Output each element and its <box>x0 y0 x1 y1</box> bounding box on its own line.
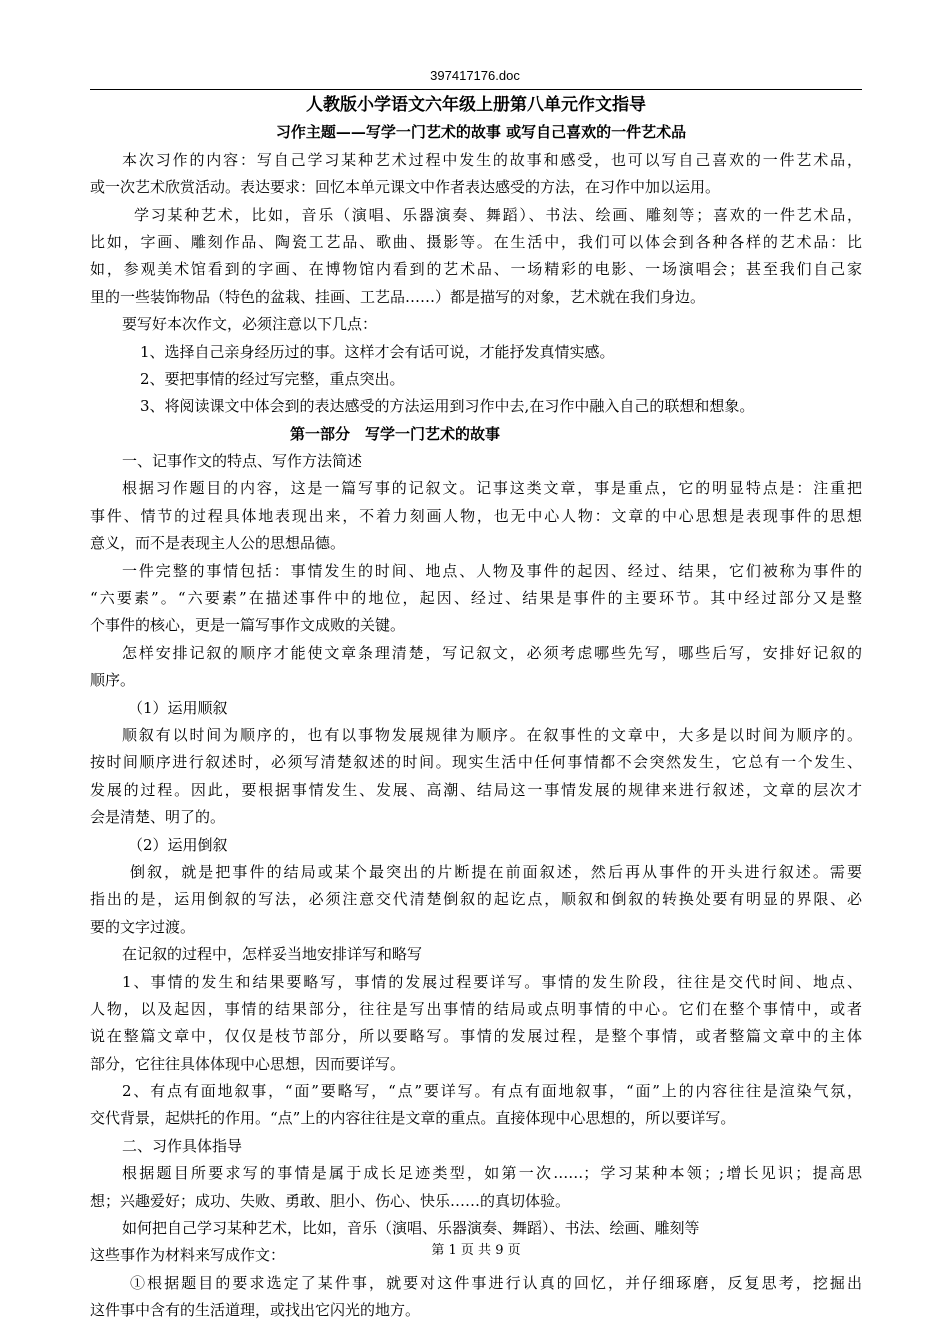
paragraph-line: （1）运用顺叙 <box>128 698 228 717</box>
paragraph-line: 在记叙的过程中，怎样妥当地安排详写和略写 <box>122 945 423 964</box>
paragraph-line: 意义，而不是表现主人公的思想品德。 <box>90 534 346 553</box>
paragraph-line: 2、要把事情的经过写完整，重点突出。 <box>140 369 405 388</box>
paragraph-line: 部分，它往往具体体现中心思想，因而要详写。 <box>90 1054 406 1073</box>
paragraph-line: 一件完整的事情包括：事情发生的时间、地点、人物及事件的起因、经过、结果，它们被称为事件的 <box>122 561 862 580</box>
paragraph-line: 要的文字过渡。 <box>90 917 196 936</box>
paragraph-line: 比如，字画、雕刻作品、陶瓷工艺品、歌曲、摄影等。在生活中，我们可以体会到各种各样的艺术品：比 <box>90 232 862 251</box>
paragraph-line: 这件事中含有的生活道理，或找出它闪光的地方。 <box>90 1301 421 1320</box>
paragraph-line: 发展的过程。因此，要根据事情发生、发展、高潮、结局这一事情发展的规律来进行叙述，文章的层次才 <box>90 780 862 799</box>
paragraph-line: ①根据题目的要求选定了某件事，就要对这件事进行认真的回忆，并仔细琢磨，反复思考，挖掘出 <box>130 1273 862 1292</box>
paragraph-line: 顺序。 <box>90 671 136 690</box>
paragraph-line: 3、将阅读课文中体会到的表达感受的方法运用到习作中去,在习作中融入自己的联想和想象。 <box>140 397 755 416</box>
paragraph-line: 说在整篇文章中，仅仅是枝节部分，所以要略写。事情的发展过程，是整个事情，或者整篇文章中的主体 <box>90 1027 862 1046</box>
paragraph-line: 如何把自己学习某种艺术，比如，音乐（演唱、乐器演奏、舞蹈）、书法、绘画、雕刻等 <box>122 1219 700 1238</box>
document-subtitle: 习作主题——写学一门艺术的故事 或写自己喜欢的一件艺术品 <box>275 123 687 142</box>
paragraph-line: 怎样安排记叙的顺序才能使文章条理清楚，写记叙文，必须考虑哪些先写，哪些后写，安排好记叙的 <box>122 643 862 662</box>
paragraph-line: 里的一些装饰物品（特色的盆栽、挂画、工艺品……）都是描写的对象，艺术就在我们身边。 <box>90 287 706 306</box>
paragraph-line: 第一部分 写学一门艺术的故事 <box>290 424 501 443</box>
paragraph-line: 想；兴趣爱好；成功、失败、勇敢、胆小、伤心、快乐……的真切体验。 <box>90 1191 571 1210</box>
paragraph-line: 二、习作具体指导 <box>122 1136 243 1155</box>
page-footer: 第 1 页 共 9 页 <box>431 1243 521 1258</box>
paragraph-line: 根据题目所要求写的事情是属于成长足迹类型，如第一次……；学习某种本领；;增长见识；提高思 <box>122 1164 862 1183</box>
paragraph-line: 要写好本次作文，必须注意以下几点： <box>122 315 378 334</box>
paragraph-line: 顺叙有以时间为顺序的，也有以事物发展规律为顺序。在叙事性的文章中，大多是以时间为顺序的。 <box>122 725 862 744</box>
paragraph-line: （2）运用倒叙 <box>128 835 228 854</box>
paragraph-line: “六要素”。“六要素”在描述事件中的地位，起因、经过、结果是事件的主要环节。其中经过部分又是整 <box>90 589 862 608</box>
paragraph-line: 人物，以及起因，事情的结果部分，往往是写出事情的结局或点明事情的中心。它们在整个事情中，或者 <box>90 999 862 1018</box>
paragraph-line: 倒叙，就是把事件的结局或某个最突出的片断提在前面叙述，然后再从事件的开头进行叙述。需要 <box>130 862 862 881</box>
paragraph-line: 会是清楚、明了的。 <box>90 808 226 827</box>
paragraph-line: 1、选择自己亲身经历过的事。这样才会有话可说，才能抒发真情实感。 <box>140 342 615 361</box>
paragraph-line: 1、事情的发生和结果要略写，事情的发展过程要详写。事情的发生阶段，往往是交代时间、地点、 <box>122 972 862 991</box>
paragraph-line: 一、记事作文的特点、写作方法简述 <box>122 452 363 471</box>
paragraph-line: 学习某种艺术，比如，音乐（演唱、乐器演奏、舞蹈）、书法、绘画、雕刻等；喜欢的一件艺术品， <box>134 205 862 224</box>
paragraph-line: 或一次艺术欣赏活动。表达要求：回忆本单元课文中作者表达感受的方法，在习作中加以运用。 <box>90 178 721 197</box>
paragraph-line: 按时间顺序进行叙述时，必须写清楚叙述的时间。现实生活中任何事情都不会突然发生，它总有一个发生、 <box>90 753 862 772</box>
paragraph-line: 个事件的核心，更是一篇写事作文成败的关键。 <box>90 616 406 635</box>
paragraph-line: 事件、情节的过程具体地表现出来，不着力刻画人物，也无中心人物：文章的中心思想是表现事件的思想 <box>90 506 862 525</box>
document-body <box>90 92 862 1325</box>
header-filename: 397417176.doc <box>430 68 520 83</box>
paragraph-line: 指出的是，运用倒叙的写法，必须注意交代清楚倒叙的起讫点，顺叙和倒叙的转换处要有明显的界限、必 <box>90 890 862 909</box>
paragraph-line: 如，参观美术馆看到的字画、在博物馆内看到的艺术品、一场精彩的电影、一场演唱会；甚至我们自己家 <box>90 260 862 279</box>
paragraph-line: 2、有点有面地叙事，“面”要略写，“点”要详写。有点有面地叙事，“面”上的内容往往是渲染气氛， <box>122 1082 862 1101</box>
paragraph-line: 交代背景，起烘托的作用。“点”上的内容往往是文章的重点。直接体现中心思想的，所以要详写。 <box>90 1109 736 1128</box>
document-title: 人教版小学语文六年级上册第八单元作文指导 <box>306 95 646 115</box>
paragraph-line: 这些事作为材料来写成作文： <box>90 1246 286 1265</box>
paragraph-line: 本次习作的内容：写自己学习某种艺术过程中发生的故事和感受，也可以写自己喜欢的一件艺术品， <box>122 150 862 169</box>
header-rule <box>90 89 862 90</box>
paragraph-line: 根据习作题目的内容，这是一篇写事的记叙文。记事这类文章，事是重点，它的明显特点是：注重把 <box>122 479 862 498</box>
